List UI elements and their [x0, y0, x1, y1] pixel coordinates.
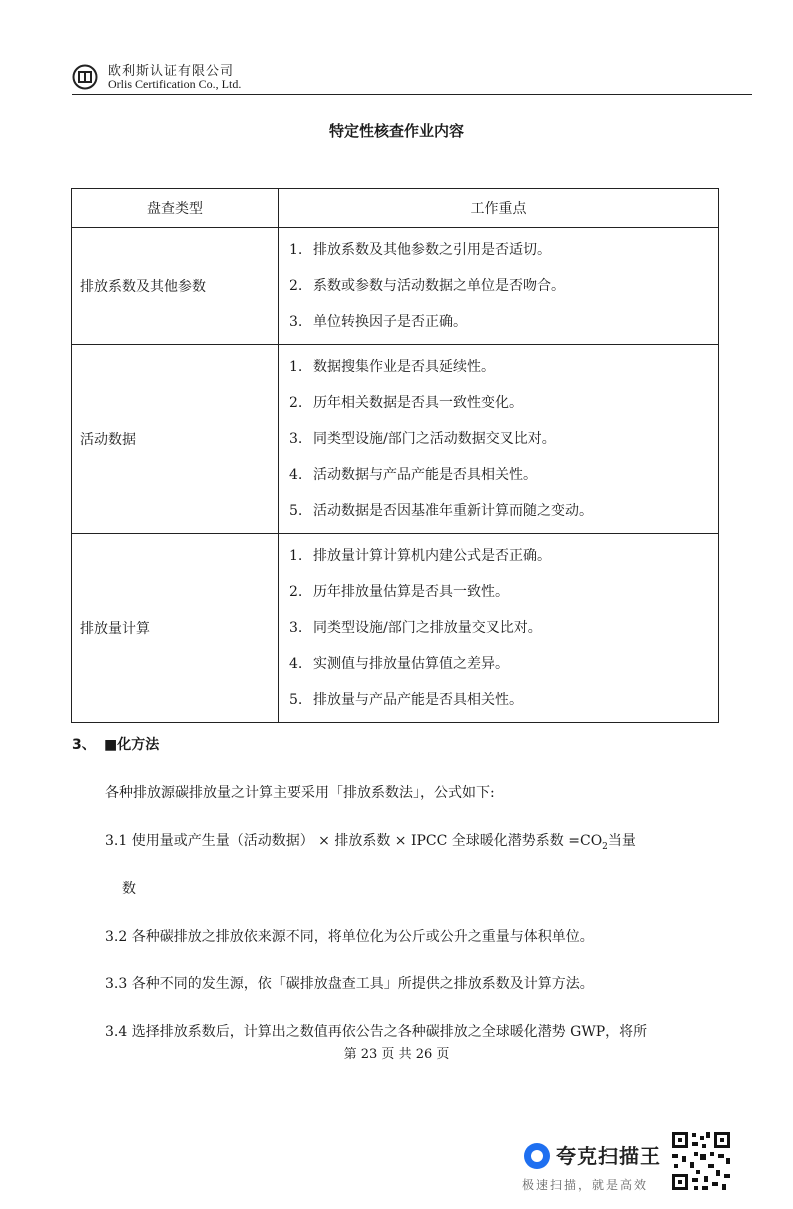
- section-heading: [72, 734, 159, 754]
- page-title: 特定性核查作业内容: [328, 122, 464, 140]
- paragraph-3-4: 3.4 选择排放系数后，计算出之数值再依公告之各种碳排放之全球暖化潜势 GWP，将所: [105, 1024, 648, 1040]
- row-points: [279, 345, 719, 534]
- list-item: 1. 排放系数及其他参数之引用是否适切。: [289, 242, 551, 258]
- list-item: 1. 数据搜集作业是否具延续性。: [289, 359, 495, 375]
- table-row: [72, 345, 719, 534]
- list-item: 3. 同类型设施/部门之活动数据交叉比对。: [289, 431, 556, 447]
- company-name-en: Orlis Certification Co., Ltd.: [108, 77, 242, 91]
- list-item: 4. 实测值与排放量估算值之差异。: [289, 656, 509, 672]
- row-points: [279, 534, 719, 723]
- header-type: 盘查类型: [72, 189, 279, 228]
- verification-table: [71, 188, 719, 723]
- list-item: 2. 历年相关数据是否具一致性变化。: [289, 395, 523, 411]
- row-type: 排放量计算: [72, 534, 279, 723]
- watermark-subtitle: 极速扫描，就是高效: [522, 1178, 649, 1192]
- list-item: 3. 同类型设施/部门之排放量交叉比对。: [289, 620, 542, 636]
- table-row: [72, 534, 719, 723]
- list-item: 5. 排放量与产品产能是否具相关性。: [289, 692, 523, 708]
- row-type: 活动数据: [72, 345, 279, 534]
- list-item: 3. 单位转换因子是否正确。: [289, 314, 467, 330]
- paragraph-3-1: 3.1 使用量或产生量（活动数据） × 排放系数 × IPCC 全球暖化潜势系数 $=CO_2$当量: [105, 833, 636, 852]
- header-divider: [72, 94, 752, 95]
- intro-paragraph: 各种排放源碳排放量之计算主要采用「排放系数法」，公式如下:: [105, 785, 495, 801]
- list-item: 1. 排放量计算计算机内建公式是否正确。: [289, 548, 551, 564]
- paragraph-3-2: 3.2 各种碳排放之排放依来源不同，将单位化为公斤或公升之重量与体积单位。: [105, 929, 594, 945]
- table-header-row: [72, 189, 719, 228]
- scanner-logo-icon: [524, 1143, 550, 1169]
- list-item: 4. 活动数据与产品产能是否具相关性。: [289, 467, 537, 483]
- section-number: 3、: [72, 737, 96, 753]
- paragraph-3-1-continued: 数: [122, 881, 136, 897]
- watermark-title: 夸克扫描王: [556, 1144, 661, 1168]
- company-name-cn: 欧利斯认证有限公司: [108, 64, 235, 79]
- page-number: 第 23 页 共 26 页: [343, 1047, 450, 1062]
- company-logo-icon: [72, 64, 98, 90]
- table-row: [72, 228, 719, 345]
- letterhead: [72, 58, 752, 94]
- qr-code-icon: [670, 1130, 732, 1192]
- row-points: [279, 228, 719, 345]
- list-item: 5. 活动数据是否因基准年重新计算而随之变动。: [289, 503, 593, 519]
- scanner-watermark: [520, 1138, 670, 1198]
- list-item: 2. 历年排放量估算是否具一致性。: [289, 584, 509, 600]
- row-type: 排放系数及其他参数: [72, 228, 279, 345]
- header-focus: 工作重点: [279, 189, 719, 228]
- section-title: ■化方法: [104, 737, 160, 753]
- paragraph-3-3: 3.3 各种不同的发生源，依「碳排放盘查工具」所提供之排放系数及计算方法。: [105, 976, 594, 992]
- list-item: 2. 系数或参数与活动数据之单位是否吻合。: [289, 278, 565, 294]
